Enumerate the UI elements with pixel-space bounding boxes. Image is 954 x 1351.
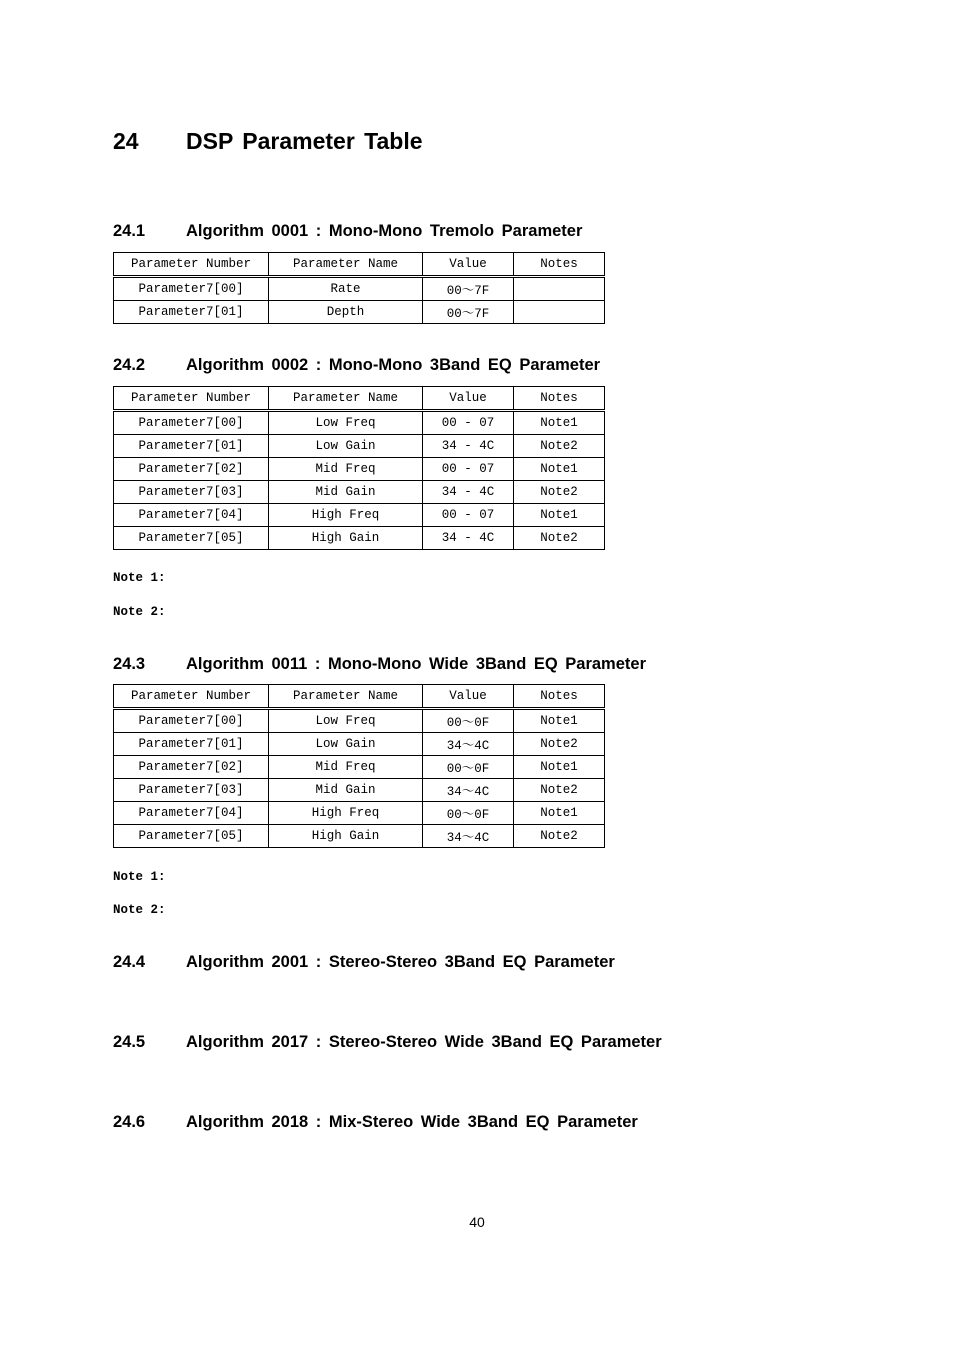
table-cell: Parameter7[00] [114,411,269,435]
table-cell: Parameter7[03] [114,779,269,802]
column-header: Parameter Name [269,387,423,411]
table-row [114,733,605,756]
column-header: Value [423,685,514,709]
column-header: Parameter Number [114,253,269,277]
table-cell: 34 - 4C [423,435,514,458]
table-cell: Parameter7[00] [114,709,269,733]
column-header: Parameter Name [269,253,423,277]
table-cell: High Freq [269,504,423,527]
table-cell [514,277,605,301]
table-cell: Note1 [514,709,605,733]
note-label-1: Note 1: [113,571,166,585]
table-cell: Parameter7[05] [114,825,269,848]
section-number: 24.5 [113,1033,146,1051]
table-row [114,504,605,527]
section-title: Algorithm 2018 : Mix-Stereo Wide 3Band EQ Parameter [186,1113,638,1131]
table-header-row [114,685,605,709]
table-cell: Note1 [514,802,605,825]
table-cell: High Gain [269,527,423,550]
table-cell: 00～0F [423,756,514,779]
table-cell: Low Freq [269,411,423,435]
table-cell: Parameter7[04] [114,802,269,825]
table-cell: Note2 [514,527,605,550]
column-header: Value [423,253,514,277]
table-cell: 00 - 07 [423,458,514,481]
chapter-title: DSP Parameter Table [186,128,423,154]
table-cell: Parameter7[01] [114,733,269,756]
parameter-table-0002 [113,386,605,550]
section-title: Algorithm 0002 : Mono-Mono 3Band EQ Parameter [186,356,601,374]
table-row [114,411,605,435]
section-number: 24.2 [113,356,146,374]
table-cell: Parameter7[01] [114,435,269,458]
table-cell: 00 - 07 [423,504,514,527]
table-cell: 00 - 07 [423,411,514,435]
parameter-table-0011 [113,684,605,848]
table-cell: Parameter7[00] [114,277,269,301]
section-number: 24.3 [113,655,146,673]
table-cell: Low Gain [269,435,423,458]
table-cell: Depth [269,301,423,324]
column-header: Notes [514,387,605,411]
table-row [114,756,605,779]
table-cell: 34～4C [423,825,514,848]
section-number: 24.1 [113,222,146,240]
table-cell: Note1 [514,458,605,481]
table-cell: 00～0F [423,709,514,733]
table-header-row [114,387,605,411]
page-number: 40 [469,1214,485,1230]
section-number: 24.4 [113,953,146,971]
table-cell: 00～7F [423,277,514,301]
table-cell: Note2 [514,825,605,848]
table-cell: 34～4C [423,779,514,802]
table-row [114,709,605,733]
table-cell: Mid Gain [269,779,423,802]
column-header: Parameter Number [114,685,269,709]
table-cell: 00～0F [423,802,514,825]
table-cell: Note2 [514,733,605,756]
table-cell: Parameter7[05] [114,527,269,550]
section-title: Algorithm 0011 : Mono-Mono Wide 3Band EQ Parameter [186,655,646,673]
table-cell: High Gain [269,825,423,848]
table-cell: Note1 [514,756,605,779]
chapter-number: 24 [113,128,139,154]
table-row [114,458,605,481]
table-cell: Mid Freq [269,756,423,779]
column-header: Parameter Number [114,387,269,411]
section-title: Algorithm 2017 : Stereo-Stereo Wide 3Band EQ Parameter [186,1033,662,1051]
table-row [114,802,605,825]
table-cell: Parameter7[02] [114,756,269,779]
table-cell: 34～4C [423,733,514,756]
column-header: Notes [514,685,605,709]
table-cell: 34 - 4C [423,527,514,550]
table-cell: Mid Gain [269,481,423,504]
table-row [114,277,605,301]
section-title: Algorithm 2001 : Stereo-Stereo 3Band EQ Parameter [186,953,615,971]
table-cell: Parameter7[01] [114,301,269,324]
table-cell: Low Freq [269,709,423,733]
table-cell: Note1 [514,504,605,527]
table-row [114,481,605,504]
table-cell: Rate [269,277,423,301]
table-row [114,435,605,458]
table-cell: Parameter7[04] [114,504,269,527]
table-header-row [114,253,605,277]
table-cell: Note2 [514,779,605,802]
parameter-table-0001 [113,252,605,324]
table-cell: 34 - 4C [423,481,514,504]
note-label-1: Note 1: [113,870,166,884]
table-cell: Parameter7[02] [114,458,269,481]
table-cell: Parameter7[03] [114,481,269,504]
table-row [114,527,605,550]
note-label-2: Note 2: [113,605,166,619]
table-cell: Mid Freq [269,458,423,481]
column-header: Notes [514,253,605,277]
column-header: Value [423,387,514,411]
note-label-2: Note 2: [113,903,166,917]
table-cell: Low Gain [269,733,423,756]
table-cell: Note2 [514,481,605,504]
table-cell: 00～7F [423,301,514,324]
table-cell [514,301,605,324]
table-cell: Note1 [514,411,605,435]
section-title: Algorithm 0001 : Mono-Mono Tremolo Parameter [186,222,583,240]
section-number: 24.6 [113,1113,146,1131]
table-cell: Note2 [514,435,605,458]
table-row [114,301,605,324]
table-row [114,825,605,848]
table-cell: High Freq [269,802,423,825]
table-row [114,779,605,802]
column-header: Parameter Name [269,685,423,709]
